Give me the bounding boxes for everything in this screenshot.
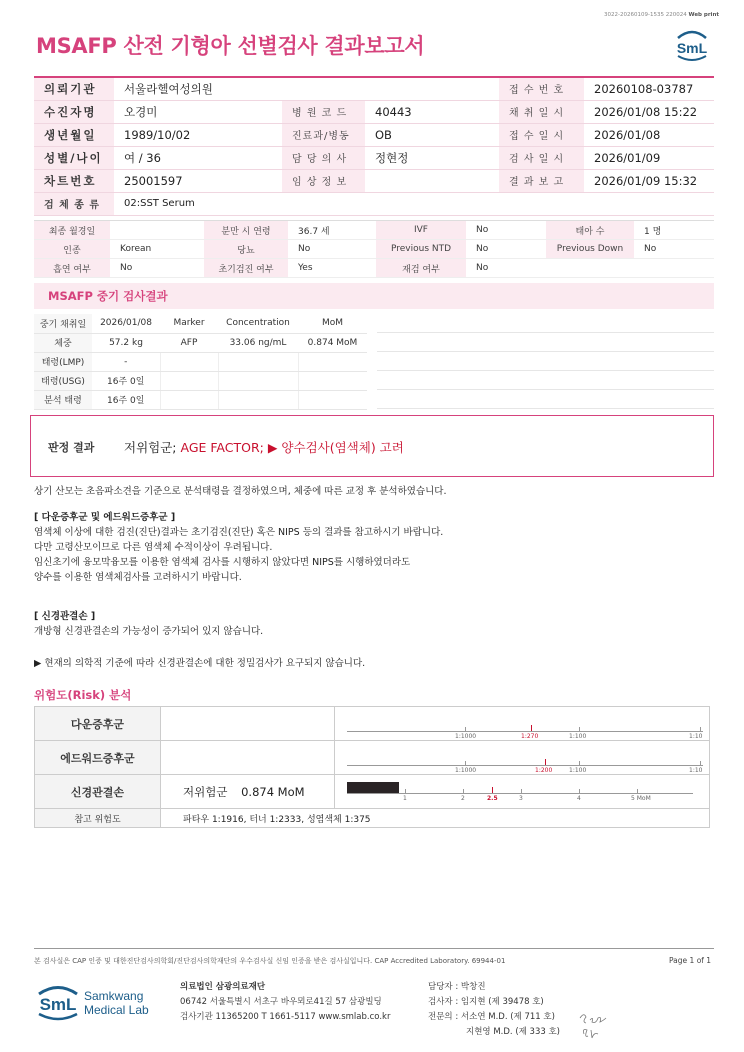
value-patient-name: 오경미 [114,100,282,123]
down-edwards-text: 임신초기에 융모막융모를 이용한 염색체 검사를 시행하지 않았다면 NIPS를 시행하였더라도 [34,557,411,568]
scale-tick [579,761,580,765]
factor-value: Yes [288,259,376,278]
print-tag: Web print [688,12,719,18]
scale-tick [405,789,406,793]
empty-cell [546,259,634,278]
scale-tick [579,789,580,793]
value-referral: 서울라헬여성의원 [114,77,499,100]
down-edwards-text: 다만 고령산모이므로 다른 염색체 수적이상이 우려됩니다. [34,542,273,553]
msafp-label: 태령(LMP) [34,352,92,371]
msafp-header: Concentration [218,314,298,333]
value-test-date: 2026/01/09 [584,146,714,169]
risk-row-edwards [35,741,710,775]
value-chart-no: 25001597 [114,169,282,192]
judgement-low: 저위험군; [124,440,181,455]
factor-value: No [634,240,714,259]
scale-tick-cutoff [531,725,532,731]
empty-cell [160,390,218,409]
factor-label: 초기검진 여부 [204,259,288,278]
msafp-label: 분석 태령 [34,390,92,409]
factor-value: No [466,259,546,278]
brand-name-2: Medical Lab [84,1003,149,1017]
msafp-header: MoM [298,314,367,333]
footer-divider [34,948,714,949]
msafp-section-title: MSAFP 중기 검사결과 [48,289,168,303]
factor-row [34,259,714,278]
scale-tick-cutoff [492,787,493,793]
info-row [34,77,714,100]
risk-label: 에드워드증후군 [35,741,161,775]
msafp-mom: 0.874 MoM [298,333,367,352]
judgement-red: AGE FACTOR; ▶ 양수검사(염색체) 고려 [180,440,404,455]
label-report-time: 결 과 보 고 [499,169,584,192]
risk-scale [335,741,710,775]
msafp-value: 2026/01/08 [92,314,160,333]
value-clinical-info [365,169,499,192]
label-referral: 의뢰기관 [34,77,114,100]
empty-cell [160,371,218,390]
staff-tester: 검사자 : 임지현 (제 39478 호) [428,997,544,1007]
scale-label: 1:100 [569,733,587,740]
factor-label: 태아 수 [546,221,634,240]
scale-label: 1:10 [689,767,703,774]
label-collection-time: 채 취 일 시 [499,100,584,123]
grid-line [377,371,714,390]
scale-tick [521,789,522,793]
value-receipt-no: 20260108-03787 [584,77,714,100]
down-edwards-heading: [ 다운증후군 및 에드워드증후군 ] [34,512,176,523]
factor-value: Korean [110,240,204,259]
msafp-value: 57.2 kg [92,333,160,352]
value-specimen: 02:SST Serum [114,192,714,215]
scale-tick [465,761,466,765]
label-specimen: 검 체 종 류 [34,192,114,215]
factor-value: 36.7 세 [288,221,376,240]
grid-line [377,352,714,371]
factor-label: Previous Down [546,240,634,259]
organization-info [180,980,390,1025]
staff-specialist: 전문의 : 서소연 M.D. (제 711 호) [428,1012,555,1022]
samkwang-logo-icon [36,980,161,1024]
msafp-row [34,371,367,390]
risk-result [161,707,335,741]
brand-name-1: Samkwang [84,989,144,1003]
scale-label: 4 [577,795,581,802]
signature-icon [576,1008,612,1042]
info-row [34,169,714,192]
page-number: Page 1 of 1 [669,956,712,965]
value-report-time: 2026/01/09 15:32 [584,169,714,192]
judgement-text [124,438,404,456]
scale-label: 3 [519,795,523,802]
info-row [34,100,714,123]
scale-tick [637,789,638,793]
grid-line [377,390,714,409]
label-receipt-no: 접 수 번 호 [499,77,584,100]
label-chart-no: 차트번호 [34,169,114,192]
label-doctor: 담 당 의 사 [282,146,365,169]
scale-label: 5 MoM [631,795,651,802]
down-edwards-text: 염색체 이상에 대한 검진(진단)결과는 초기검진(진단) 혹은 NIPS 등의 결과를 참고하시기 바랍니다. [34,527,444,538]
risk-row-ntd [35,775,710,809]
scale-tick [579,727,580,731]
info-row [34,123,714,146]
msafp-marker: AFP [160,333,218,352]
scale-tick-cutoff [545,759,546,765]
risk-result [161,775,335,809]
label-birthdate: 생년월일 [34,123,114,146]
ntd-heading: [ 신경관결손 ] [34,611,96,622]
ntd-result: 저위험군 [183,784,228,799]
label-hospital-code: 병 원 코 드 [282,100,365,123]
risk-label: 참고 위험도 [35,809,161,828]
report-title: MSAFP 산전 기형아 선별검사 결과보고서 [36,34,425,58]
reference-risk-text: 파타우 1:1916, 터너 1:2333, 성염색체 1:375 [161,809,710,828]
risk-result [161,741,335,775]
print-id-text: 3022-20260109-1535 220024 [604,12,687,18]
scale-line [347,765,703,766]
msafp-row [34,390,367,409]
factor-label: 최종 월경일 [34,221,110,240]
empty-cell [298,390,367,409]
staff-manager: 담당자 : 박창진 [428,982,486,992]
factor-label: IVF [376,221,466,240]
factor-label: 흡연 여부 [34,259,110,278]
empty-cell [634,259,714,278]
judgement-label: 판정 결과 [48,441,95,454]
msafp-row [34,352,367,371]
empty-cell [160,352,218,371]
label-receipt-date: 접 수 일 시 [499,123,584,146]
msafp-header: Marker [160,314,218,333]
value-receipt-date: 2026/01/08 [584,123,714,146]
scale-label: 1:100 [569,767,587,774]
value-collection-time: 2026/01/08 15:22 [584,100,714,123]
msafp-row [34,333,367,352]
label-patient-name: 수진자명 [34,100,114,123]
label-sex-age: 성별/나이 [34,146,114,169]
risk-table [34,706,710,828]
scale-tick [463,789,464,793]
scale-label-cutoff: 2.5 [487,795,498,802]
risk-label: 다운증후군 [35,707,161,741]
factor-value [110,221,204,240]
print-id [604,12,719,19]
risk-title: 위험도(Risk) 분석 [34,688,132,702]
grid-line [377,314,714,333]
factor-value: No [466,221,546,240]
empty-cell [298,352,367,371]
scale-line [347,793,693,794]
msafp-value: 16주 0일 [92,371,160,390]
footer-logo [36,980,161,1028]
label-department: 진료과/병동 [282,123,365,146]
value-sex-age: 여 / 36 [114,146,282,169]
value-department: OB [365,123,499,146]
scale-tick [465,727,466,731]
grid-line [377,333,714,352]
ntd-recommendation: ▶ 현재의 의학적 기준에 따라 신경관결손에 대한 정밀검사가 요구되지 않습니다. [34,658,366,669]
label-clinical-info: 임 상 정 보 [282,169,365,192]
ntd-mom: 0.874 MoM [241,784,305,799]
value-hospital-code: 40443 [365,100,499,123]
empty-cell [218,390,298,409]
scale-label: 1:1000 [455,733,477,740]
empty-cell [298,371,367,390]
sml-logo [672,26,712,64]
ntd-section [34,609,263,639]
msafp-label: 중기 채취일 [34,314,92,333]
msafp-value: - [92,352,160,371]
risk-scale [335,707,710,741]
scale-tick [700,727,701,731]
factor-value: No [288,240,376,259]
org-contact: 검사기관 11365200 T 1661-5117 www.smlab.co.kr [180,1012,391,1022]
factor-label: 분만 시 연령 [204,221,288,240]
msafp-empty-grid [377,314,714,409]
clinical-factors-table [34,220,714,278]
info-row [34,192,714,215]
down-edwards-section [34,510,443,585]
scale-line [347,731,703,732]
factor-value: No [466,240,546,259]
risk-row-down [35,707,710,741]
factor-value: 1 명 [634,221,714,240]
org-address: 06742 서울특별시 서초구 바우뫼로41길 57 삼광빌딩 [180,997,382,1007]
mom-bar [347,782,399,793]
risk-scale [335,775,710,809]
logo-text: SmL [676,40,708,56]
msafp-label: 태령(USG) [34,371,92,390]
scale-tick [700,761,701,765]
factor-label: 재검 여부 [376,259,466,278]
factor-label: Previous NTD [376,240,466,259]
down-edwards-text: 양수를 이용한 염색체검사를 고려하시기 바랍니다. [34,572,242,583]
msafp-row [34,314,367,333]
org-name: 의료법인 삼광의료재단 [180,982,266,992]
ntd-text: 개방형 신경관결손의 가능성이 증가되어 있지 않습니다. [34,626,264,637]
factor-value: No [110,259,204,278]
empty-cell [218,371,298,390]
scale-label-cutoff: 1:270 [521,733,539,740]
factor-row [34,221,714,240]
risk-row-reference [35,809,710,828]
factor-label: 당뇨 [204,240,288,259]
value-doctor: 정현정 [365,146,499,169]
factor-label: 인종 [34,240,110,259]
msafp-value: 16주 0일 [92,390,160,409]
risk-label: 신경관결손 [35,775,161,809]
scale-label: 1:1000 [455,767,477,774]
value-birthdate: 1989/10/02 [114,123,282,146]
msafp-concentration: 33.06 ng/mL [218,333,298,352]
sml-logo-icon [672,26,712,64]
scale-label: 2 [461,795,465,802]
staff-info [428,980,560,1040]
scale-label: 1 [403,795,407,802]
factor-row [34,240,714,259]
info-row [34,146,714,169]
staff-specialist: 지현영 M.D. (제 333 호) [466,1027,561,1037]
msafp-results-table [34,314,367,410]
accreditation-note: 본 검사실은 CAP 인증 및 대한진단검사의학회/진단검사의학재단의 우수검사실 신임 인증을 받은 검사실입니다. CAP Accredited Laboratory. 69944-01 [34,957,506,965]
empty-cell [218,352,298,371]
interpretation-note: 상기 산모는 초음파소견을 기준으로 분석태령을 결정하였으며, 체중에 따른 교정 후 분석하였습니다. [34,486,447,497]
scale-label-cutoff: 1:200 [535,767,553,774]
patient-info-table [34,76,714,216]
msafp-label: 체중 [34,333,92,352]
scale-label: 1:10 [689,733,703,740]
svg-text:SmL: SmL [39,995,77,1014]
label-test-date: 검 사 일 시 [499,146,584,169]
